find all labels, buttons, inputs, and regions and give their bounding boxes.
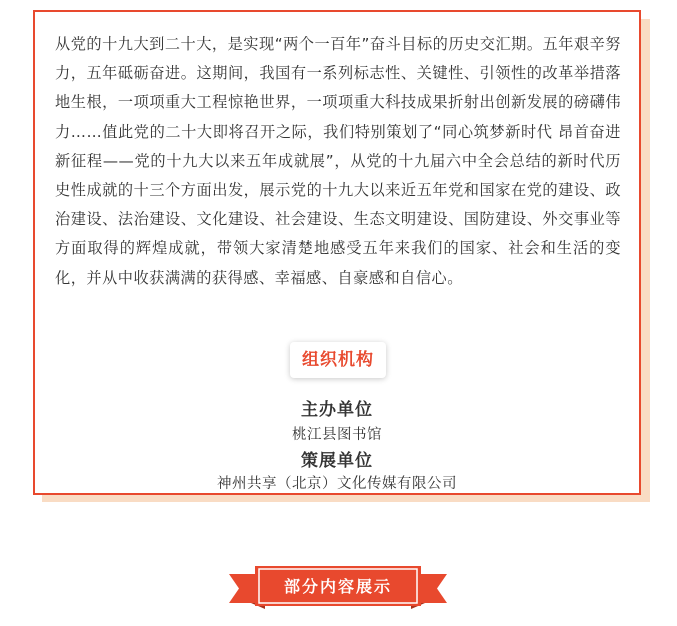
- host-label: 主办单位: [301, 400, 373, 420]
- intro-paragraph: 从党的十九大到二十大，是实现“两个一百年”奋斗目标的历史交汇期。五年艰辛努力，五年砥砺奋进。这期间，我国有一系列标志性、关键性、引领性的改革举措落地生根，一项项重大工程惊艳世界，一项项重大科技成果折射出创新发展的磅礴伟力……值此党的二十大即将召开之际，我们特别策划了“同心筑梦新时代 昂首奋进新征程——党的十九大以来五年成就展”，从党的十九届六中全会总结的新时代历史性成就的十三个方面出发，展示党的十九大以来近五年党和国家在党的建设、政治建设、法治建设、文化建设、社会建设、生态文明建设、国防建设、外交事业等方面取得的辉煌成就，带领大家清楚地感受五年来我们的国家、社会和生活的变化，并从中收获满满的获得感、幸福感、自豪感和自信心。: [55, 35, 621, 287]
- planner-label: 策展单位: [301, 451, 373, 471]
- section-banner: [229, 565, 447, 609]
- host-name: 桃江县图书馆: [292, 427, 382, 443]
- section-banner-label: 部分内容展示: [283, 577, 392, 596]
- planner-name: 神州共享（北京）文化传媒有限公司: [217, 476, 457, 492]
- organization-tag: 组织机构: [290, 342, 386, 378]
- intro-card: [33, 10, 641, 495]
